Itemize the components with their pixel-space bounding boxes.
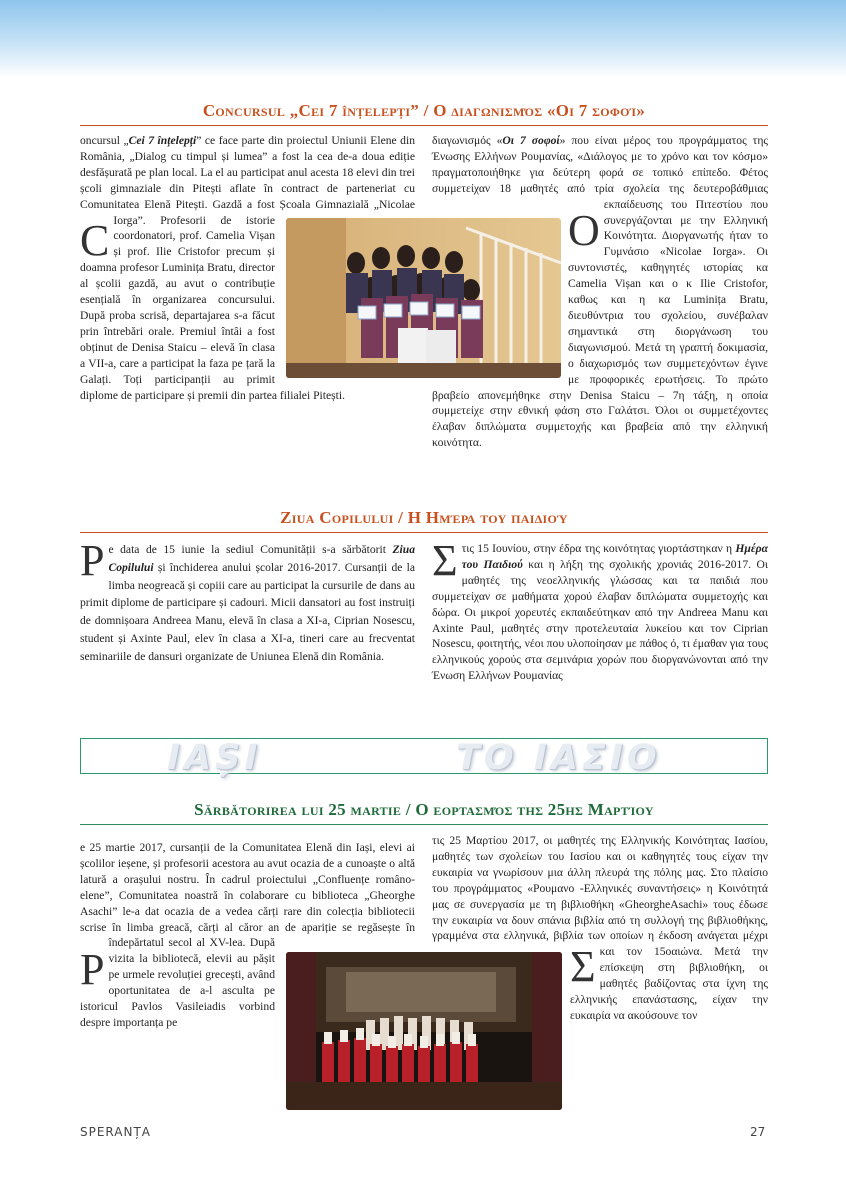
banner-city-name-ro: IAȘI xyxy=(167,738,262,778)
paragraph-text: τις 25 Μαρτίου 2017, οι μαθητές της Ελληνικής Κοινότητας Ιασίου, μαθητές των σχολείων του Ιασίου και οι καθηγητές τους είχαν την ευκαιρία να γνωρίσουν μια άλλη πλευρά της πόλης μας. Στο πλαίσιο του προγράμματος «Ρουμανο -Ελληνικές συναντήσεις» η Κοινότητά μας σε συνεργασία με τη βιβλιοθήκη «GheorgheAsachi» τους έδωσε την ευκαιρία να δουν σπάνια βιβλία από τη συλλογή της βιβλιοθήκης, γραμμένα στα ελληνικά, βιβλία των οποίων η έκδοση ανάγεται μέχρι και τον 15οαιώνα. Μετά την επίσκεψη στη βιβλιοθήκη, οι μαθητές βαδίζοντας στα ίχνη της ελληνικής επανάστασης, είχαν την ευκαιρία να ακούσουνε τον xyxy=(432,834,768,1022)
paragraph-text: ” ce face parte din proiectul Uniunii Elene din România, „Dialog cu timpul și lumea” a fost la cea de-a doua ediție desfășurată pe plan local. La el au participat anul acesta 18 elevi din trei școli gimnaziale din Pitești aflate în contract de parteneriat cu Comunitatea Elenă Pitești. Gazdă a fost Școala Gimnazială „Nicolae Iorga”. Profesorii de istorie coordonatori, prof. Camelia Vișan și prof. Ilie Cristofor precum și doamna profesor Luminița Bratu, director al școlii gazdă, au avut o contribuție esențială în organizarea concursului. După proba scrisă, departajarea s-a făcut prin întrebări orale. Premiul întâi a fost obținut de Denisa Staicu – elevă în clasa a VII-a, care a participat la faza pe țară la Galați. Toți participanții au primit diplome de participare și premii din partea filialei Pitești. xyxy=(80,134,416,402)
drop-cap: P xyxy=(80,536,105,585)
iasi-city-banner xyxy=(80,738,768,778)
paragraph-text: oncursul „ xyxy=(80,134,129,147)
paragraph-text: și închiderea anului școlar 2016-2017. Cursanții de la limba neogreacă și copiii care au participat la cursurile de dans au primit diplome de participare și cadouri. Micii dansatori au fost instruiți de domnișoara Andreea Manu, elevă în clasa a XI-a, Ciprian Nosescu, student și Axinte Paul, elev în clasa a XI-a, tineri care au frecventat seminariile de dansuri organizate de Uniunea Elenă din România. xyxy=(80,560,415,663)
drop-cap: C xyxy=(80,216,110,265)
paragraph-text: τις 15 Ιουνίου, στην έδρα της κοινότητας γιορτάστηκαν η xyxy=(461,542,736,555)
page-number: 27 xyxy=(750,1125,766,1139)
drop-cap: Ο xyxy=(568,206,600,255)
header-gradient-band xyxy=(0,0,846,78)
photo-wrap-spacer xyxy=(432,947,570,1115)
section-childrens-day xyxy=(80,508,768,533)
emphasis-text: Οι 7 σοφοί xyxy=(502,134,560,147)
contest-text-ro xyxy=(80,133,415,403)
drop-cap: P xyxy=(80,945,105,994)
emphasis-text: Ημέρα του Παιδιού xyxy=(461,542,768,571)
emphasis-text: Ziua Copilului xyxy=(108,543,415,574)
contest-text-gr xyxy=(432,133,768,451)
photo-wrap-spacer xyxy=(432,211,568,379)
drop-cap: Σ xyxy=(570,942,596,991)
photo-wrap-spacer xyxy=(275,221,415,381)
magazine-name: SPERANȚA xyxy=(80,1125,152,1139)
paragraph-text: διαγωνισμός « xyxy=(432,134,503,147)
childrens-day-text-gr xyxy=(432,536,768,684)
drop-cap: Σ xyxy=(432,536,458,585)
emphasis-text: Cei 7 înțelepți xyxy=(128,134,197,147)
section-title: Concursul „Cei 7 înțelepți” / Ο διαγωνισμός «Οι 7 σοφοί» xyxy=(202,101,646,120)
section-march-25 xyxy=(80,800,768,825)
section-contest xyxy=(80,101,768,126)
paragraph-text: και η λήξη της σχολικής χρονιάς 2016-2017. Οι μαθητές της νεοελληνικής γλώσσας και τα παιδιά που συμμετείχαν σε μαθήματα χορού έλαβαν διπλώματα συμμετοχής και δώρα. Οι μικροί χορευτές εκπαιδεύτηκαν από την Andreea Manu και Axinte Paul, μαθητές στην προτελευταία λυκείου και τον Ciprian Nosescu, φοιτητής, νέοι που υλοποίησαν με πάθος ό, τι έμαθαν για τους ελληνικούς χορούς στα σεμινάρια χορών που διοργανώνονται από την Ένωση Ελλήνων Ρουμανίας xyxy=(432,557,768,683)
title-rule xyxy=(80,824,768,825)
march-25-text-ro xyxy=(80,840,415,1115)
photo-wrap-spacer xyxy=(275,950,415,1115)
paragraph-text: » που είναι μέρος του προγράμματος της Ένωσης Ελλήνων Ρουμανίας, «Διάλογος με το χρόνο και τον κόσμο» πραγματοποιήθηκε για δεύτερη φορά σε τοπικό επίπεδο. Φέτος συμμετείχαν 18 μαθητές από τρία σχολεία της δευτεροβάθμιας εκπαίδευσης του Πιτεστίου που συνεργάζονται με την Ελληνική Κοινότητα. Διοργανωτής ήταν το Γυμνάσιο «Nicolae Iorga». Οι συντονιστές, καθηγητές ιστορίας κα Camelia Vișan και ο κ Ilie Cristofor, καθως και η κα Luminița Bratu, διευθύντρια του σχολείου, συνέβαλαν σημαντικά στη διοργάνωση του διαγωνισμού. Μετά τη γραπτή δοκιμασία, ο διαχωρισμός των συμμετεχόντων έγινε με προφορικές ερωτήσεις. Το πρώτο βραβείο απονεμήθηκε στην Denisa Staicu – 7η τάξη, η οποία συμμετείχε στην εθνική φάση στο Γαλάτσι. Όλοι οι συμμετέχοντες έλαβαν διπλώματα συμμετοχής και βραβεία από την ελληνική κοινότητα. xyxy=(432,134,768,450)
section-title: Ziua Copilului / Η Ημέρα του παιδιού xyxy=(280,508,568,527)
march-25-text-gr xyxy=(432,833,768,1115)
childrens-day-text-ro xyxy=(80,536,415,666)
title-rule xyxy=(80,125,768,126)
banner-city-name-gr: ΤΟ ΙΑΣΙΟ xyxy=(456,738,661,778)
section-title: Sărbătorirea lui 25 martie / Ο εορτασμός της 25ης Μαρτίου xyxy=(194,800,654,819)
paragraph-text: e 25 martie 2017, cursanții de la Comunitatea Elenă din Iași, elevi ai școlilor ieșene, și profesorii acestora au avut ocazia de a cunoaște o altă latură a orașului nostru. În cadrul proiectului „Confluențe româno-elene”, Comunitatea noastră în colaborare cu biblioteca „Gheorghe Asachi” le-a dat ocazia de a vedea cărți rare din colecția bibliotecii scrise în limba greacă, cărți al căror an de apariție se regăsește în îndepărtatul secol al XV-lea. După vizita la bibliotecă, elevii au pășit pe urmele revoluției grecești, având oportunitatea de a-l asculta pe istoricul Pavlos Vasileiadis vorbind despre importanța pe xyxy=(80,841,415,1029)
paragraph-text: e data de 15 iunie la sediul Comunității s-a sărbătorit xyxy=(108,543,393,556)
title-rule xyxy=(80,532,768,533)
